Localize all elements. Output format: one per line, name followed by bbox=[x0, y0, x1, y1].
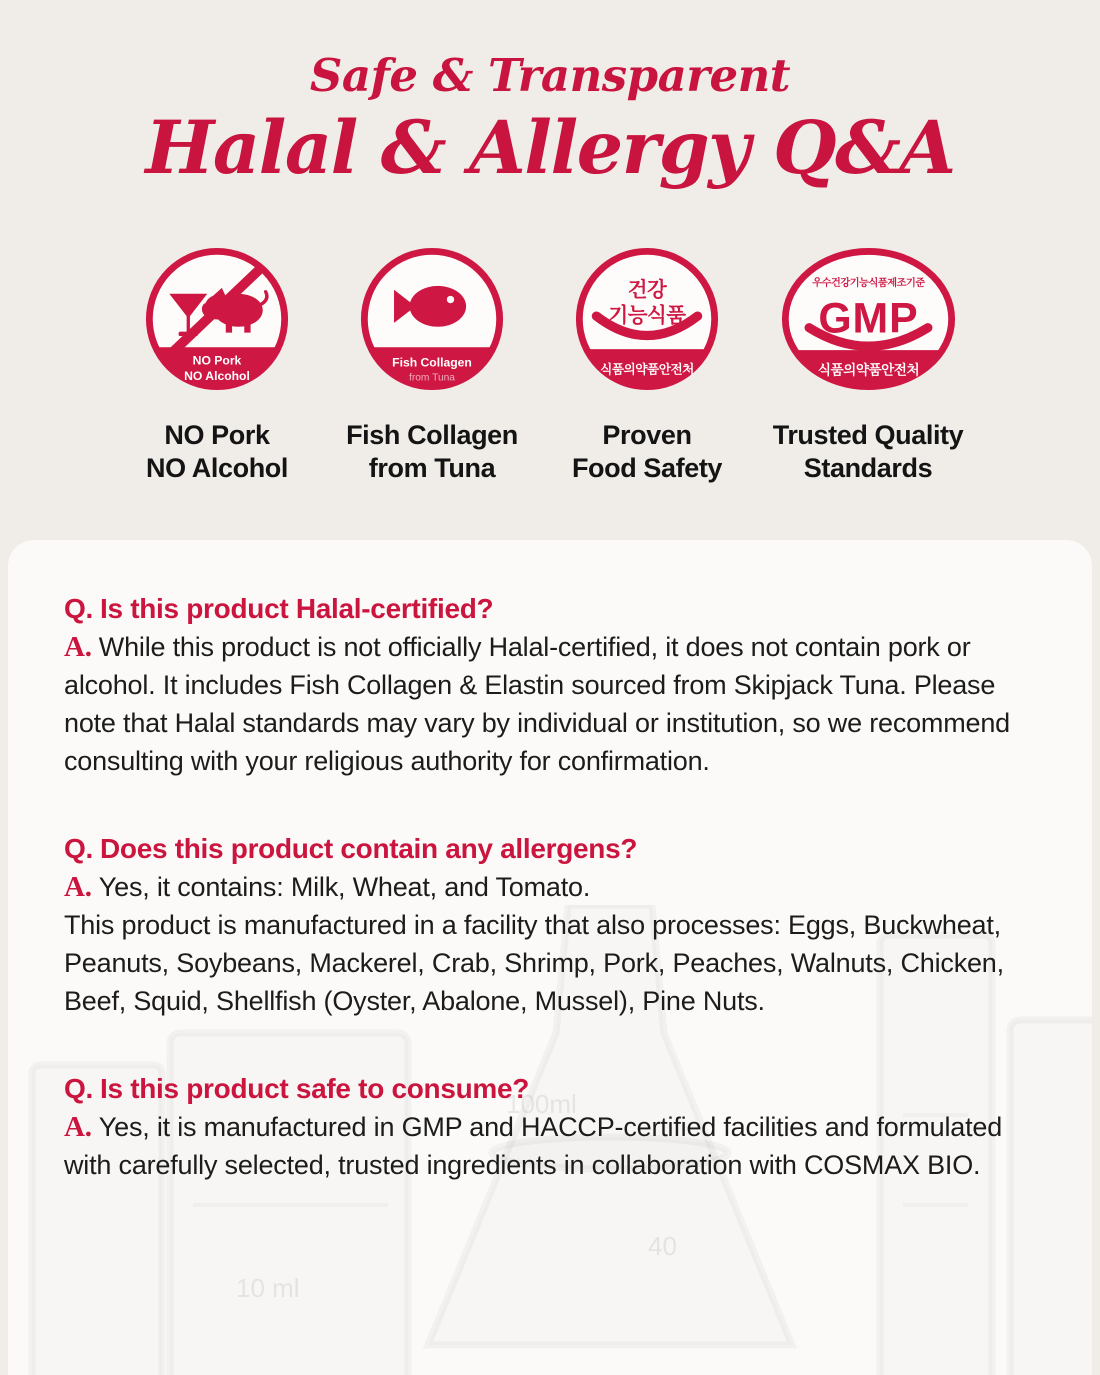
qa-item-allergens bbox=[64, 830, 1036, 1020]
badge-band-text: NO Pork bbox=[192, 353, 242, 368]
qa-card bbox=[8, 540, 1092, 1375]
badge-caption: Trusted Quality Standards bbox=[772, 420, 964, 484]
question-prefix: Q. bbox=[64, 593, 93, 624]
badge-korean-text: 건강 bbox=[627, 278, 667, 302]
watermark-label: 10 ml bbox=[236, 1273, 300, 1303]
qa-question: Q. Is this product Halal-certified? bbox=[64, 593, 494, 624]
badge-band-text: Fish Collagen bbox=[392, 355, 472, 370]
badge-caption: NO Pork NO Alcohol bbox=[146, 420, 288, 484]
gmp-mark bbox=[780, 246, 957, 392]
qa-content bbox=[8, 540, 1092, 1184]
badge-band-text: NO Alcohol bbox=[184, 368, 250, 383]
badge-band-text: 식품의약품안전처 bbox=[817, 362, 919, 378]
badge-gmp-text: GMP bbox=[817, 294, 919, 343]
korea-health-functional-food-mark bbox=[574, 246, 720, 392]
qa-item-halal-certified bbox=[64, 590, 1036, 780]
qa-answer: A. Yes, it contains: Milk, Wheat, and Tomato. bbox=[64, 871, 591, 903]
answer-prefix: A. bbox=[64, 631, 92, 663]
certification-badges-row bbox=[0, 246, 1100, 485]
qa-answer-continued: This product is manufactured in a facility that also processes: Eggs, Buckwheat, Peanuts, Soybeans, Mackerel, Crab, Shrimp, Pork, Peaches, Walnuts, Chicken, Beef, Squid, Shellfish (Oyster, Abalone, Mussel), Pine Nuts. bbox=[64, 910, 1004, 1016]
answer-prefix: A. bbox=[64, 871, 92, 903]
badge-food-safety bbox=[556, 246, 738, 485]
qa-question: Q. Does this product contain any allergens? bbox=[64, 833, 638, 864]
badge-caption: Proven Food Safety bbox=[571, 420, 723, 484]
watermark-label: 100ml bbox=[506, 1089, 577, 1119]
question-prefix: Q. bbox=[64, 833, 93, 864]
badge-no-pork-no-alcohol bbox=[126, 246, 308, 485]
hero-section bbox=[0, 0, 1100, 191]
fish-icon bbox=[359, 246, 505, 392]
qa-item-safety bbox=[64, 1070, 1036, 1184]
page-title: Halal & Allergy Q&A bbox=[145, 104, 955, 191]
badge-gmp bbox=[762, 246, 974, 485]
badge-caption: Fish Collagen from Tuna bbox=[346, 420, 518, 484]
badge-korean-text: 우수건강기능식품제조기준 bbox=[811, 277, 925, 289]
qa-question: Q. Is this product safe to consume? bbox=[64, 1073, 530, 1104]
badge-korean-text: 기능식품 bbox=[608, 303, 686, 327]
badge-band-subtext: from Tuna bbox=[408, 372, 456, 384]
qa-answer: A. Yes, it is manufactured in GMP and HACCP-certified facilities and formulated with carefully selected, trusted ingredients in collaboration with COSMAX BIO. bbox=[64, 1111, 1003, 1180]
badge-fish-collagen bbox=[332, 246, 532, 485]
badge-band-text: 식품의약품안전처 bbox=[600, 362, 694, 377]
kicker-text: Safe & Transparent bbox=[309, 49, 791, 102]
qa-answer: A. While this product is not officially Halal-certified, it does not contain pork or alcohol. It includes Fish Collagen & Elastin sourced from Skipjack Tuna. Please note that Halal standards may vary by individual or institution, so we recommend consulting with your religious authority for confirmation. bbox=[64, 631, 1010, 776]
watermark-label: 40 bbox=[648, 1231, 677, 1261]
question-prefix: Q. bbox=[64, 1073, 93, 1104]
answer-prefix: A. bbox=[64, 1111, 92, 1143]
no-pork-no-alcohol-icon bbox=[144, 246, 290, 392]
